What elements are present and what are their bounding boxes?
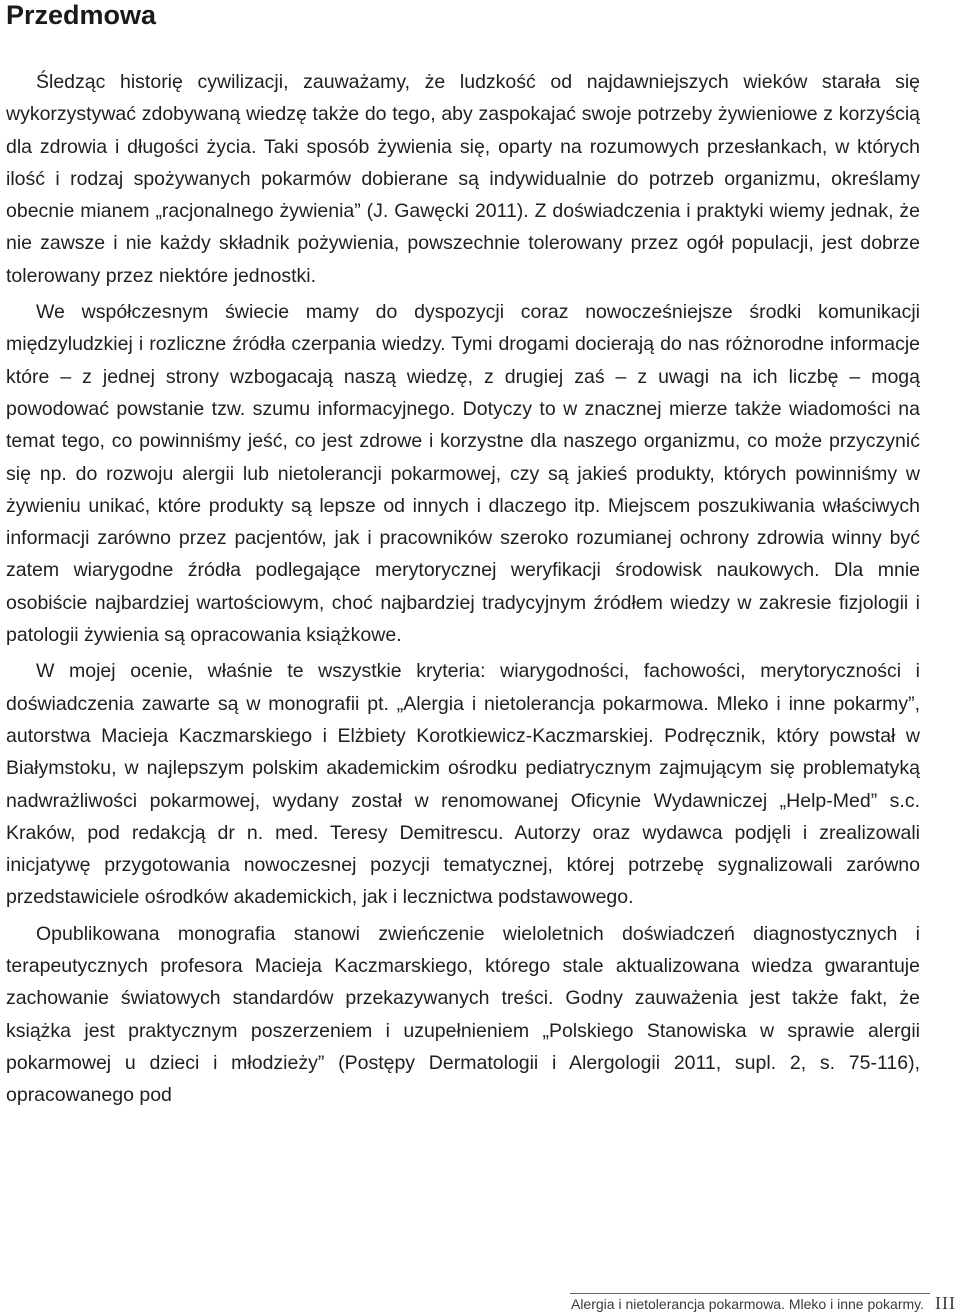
paragraph-4: Opublikowana monografia stanowi zwieńczenie wieloletnich doświadczeń diagnostycznych i terapeutycznych profesora Macieja Kaczmarskiego, którego stale aktualizowana wiedza gwarantuje zachowanie światowych standardów przekazywanych treści. Godny zauważenia jest także fakt, że książka jest praktycznym poszerzeniem i uzupełnieniem „Polskiego Stanowiska w sprawie alergii pokarmowej u dzieci i młodzieży” (Postępy Dermatologii i Alergologii 2011, supl. 2, s. 75-116), opracowanego pod bbox=[6, 922, 920, 1107]
paragraph-2: We współczesnym świecie mamy do dyspozycji coraz nowocześniejsze środki komunikacji międzyludzkiej i rozliczne źródła czerpania wiedzy. Tymi drogami docierają do nas różnorodne informacje które – z jednej strony wzbogacają naszą wiedzę, z drugiej zaś – z uwagi na ich liczbę – mogą powodować powstanie tzw. szumu informacyjnego. Dotyczy to w znacznej mierze także wiadomości na temat tego, co powinniśmy jeść, co jest zdrowe i korzystne dla naszego organizmu, co może przyczynić się np. do rozwoju alergii lub nietolerancji pokarmowej, czy są jakieś produkty, których powinniśmy w żywieniu unikać, które produkty są lepsze od innych i dlaczego itp. Miejscem poszukiwania właściwych informacji zarówno przez pacjentów, jak i pracowników szeroko rozumianej ochrony zdrowia winny być zatem wiarygodne źródła podlegające merytorycznej weryfikacji środowisk naukowych. Dla mnie osobiście najbardziej wartościowym, choć najbardziej tradycyjnym źródłem wiedzy w zakresie fizjologii i patologii żywienia są opracowania książkowe. bbox=[6, 301, 920, 647]
paragraph-3: W mojej ocenie, właśnie te wszystkie kryteria: wiarygodności, fachowości, merytoryczności i doświadczenia zawarte są w monografii pt. „Alergia i nietolerancja pokarmowa. Mleko i inne pokarmy”, autorstwa Macieja Kaczmarskiego i Elżbiety Korotkiewicz-Kaczmarskiej. Podręcznik, który powstał w Białymstoku, w najlepszym polskim akademickim ośrodku pediatrycznym zajmującym się problematyką nadwrażliwości pokarmowej, wydany został w renomowanej Oficynie Wydawniczej „Help-Med” s.c. Kraków, pod redakcją dr n. med. Teresy Demitrescu. Autorzy oraz wydawca podjęli i zrealizowali inicjatywę przygotowania nowoczesnej pozycji tematycznej, której potrzebę sygnalizowali zarówno przedstawiciele ośrodków akademickich, jak i lecznictwa podstawowego. bbox=[6, 660, 920, 909]
body-text bbox=[6, 66, 920, 1116]
paragraph-1: Śledząc historię cywilizacji, zauważamy, że ludzkość od najdawniejszych wieków starała się wykorzystywać zdobywaną wiedzę także do tego, aby zaspokajać swoje potrzeby żywieniowe z korzyścią dla zdrowia i długości życia. Taki sposób żywienia się, oparty na rozumowych przesłankach, w których ilość i rodzaj spożywanych pokarmów dobierane są indywidualnie do potrzeb organizmu, określamy obecnie mianem „racjonalnego żywienia” (J. Gawęcki 2011). Z doświadczenia i praktyki wiemy jednak, że nie zawsze i nie każdy składnik pożywienia, powszechnie tolerowany przez ogół populacji, jest dobrze tolerowany przez niektóre jednostki. bbox=[6, 71, 920, 287]
page-title: Przedmowa bbox=[6, 0, 157, 30]
page-number: III bbox=[935, 1293, 956, 1313]
running-footer-title: Alergia i nietolerancja pokarmowa. Mleko i inne pokarmy. bbox=[570, 1296, 924, 1312]
